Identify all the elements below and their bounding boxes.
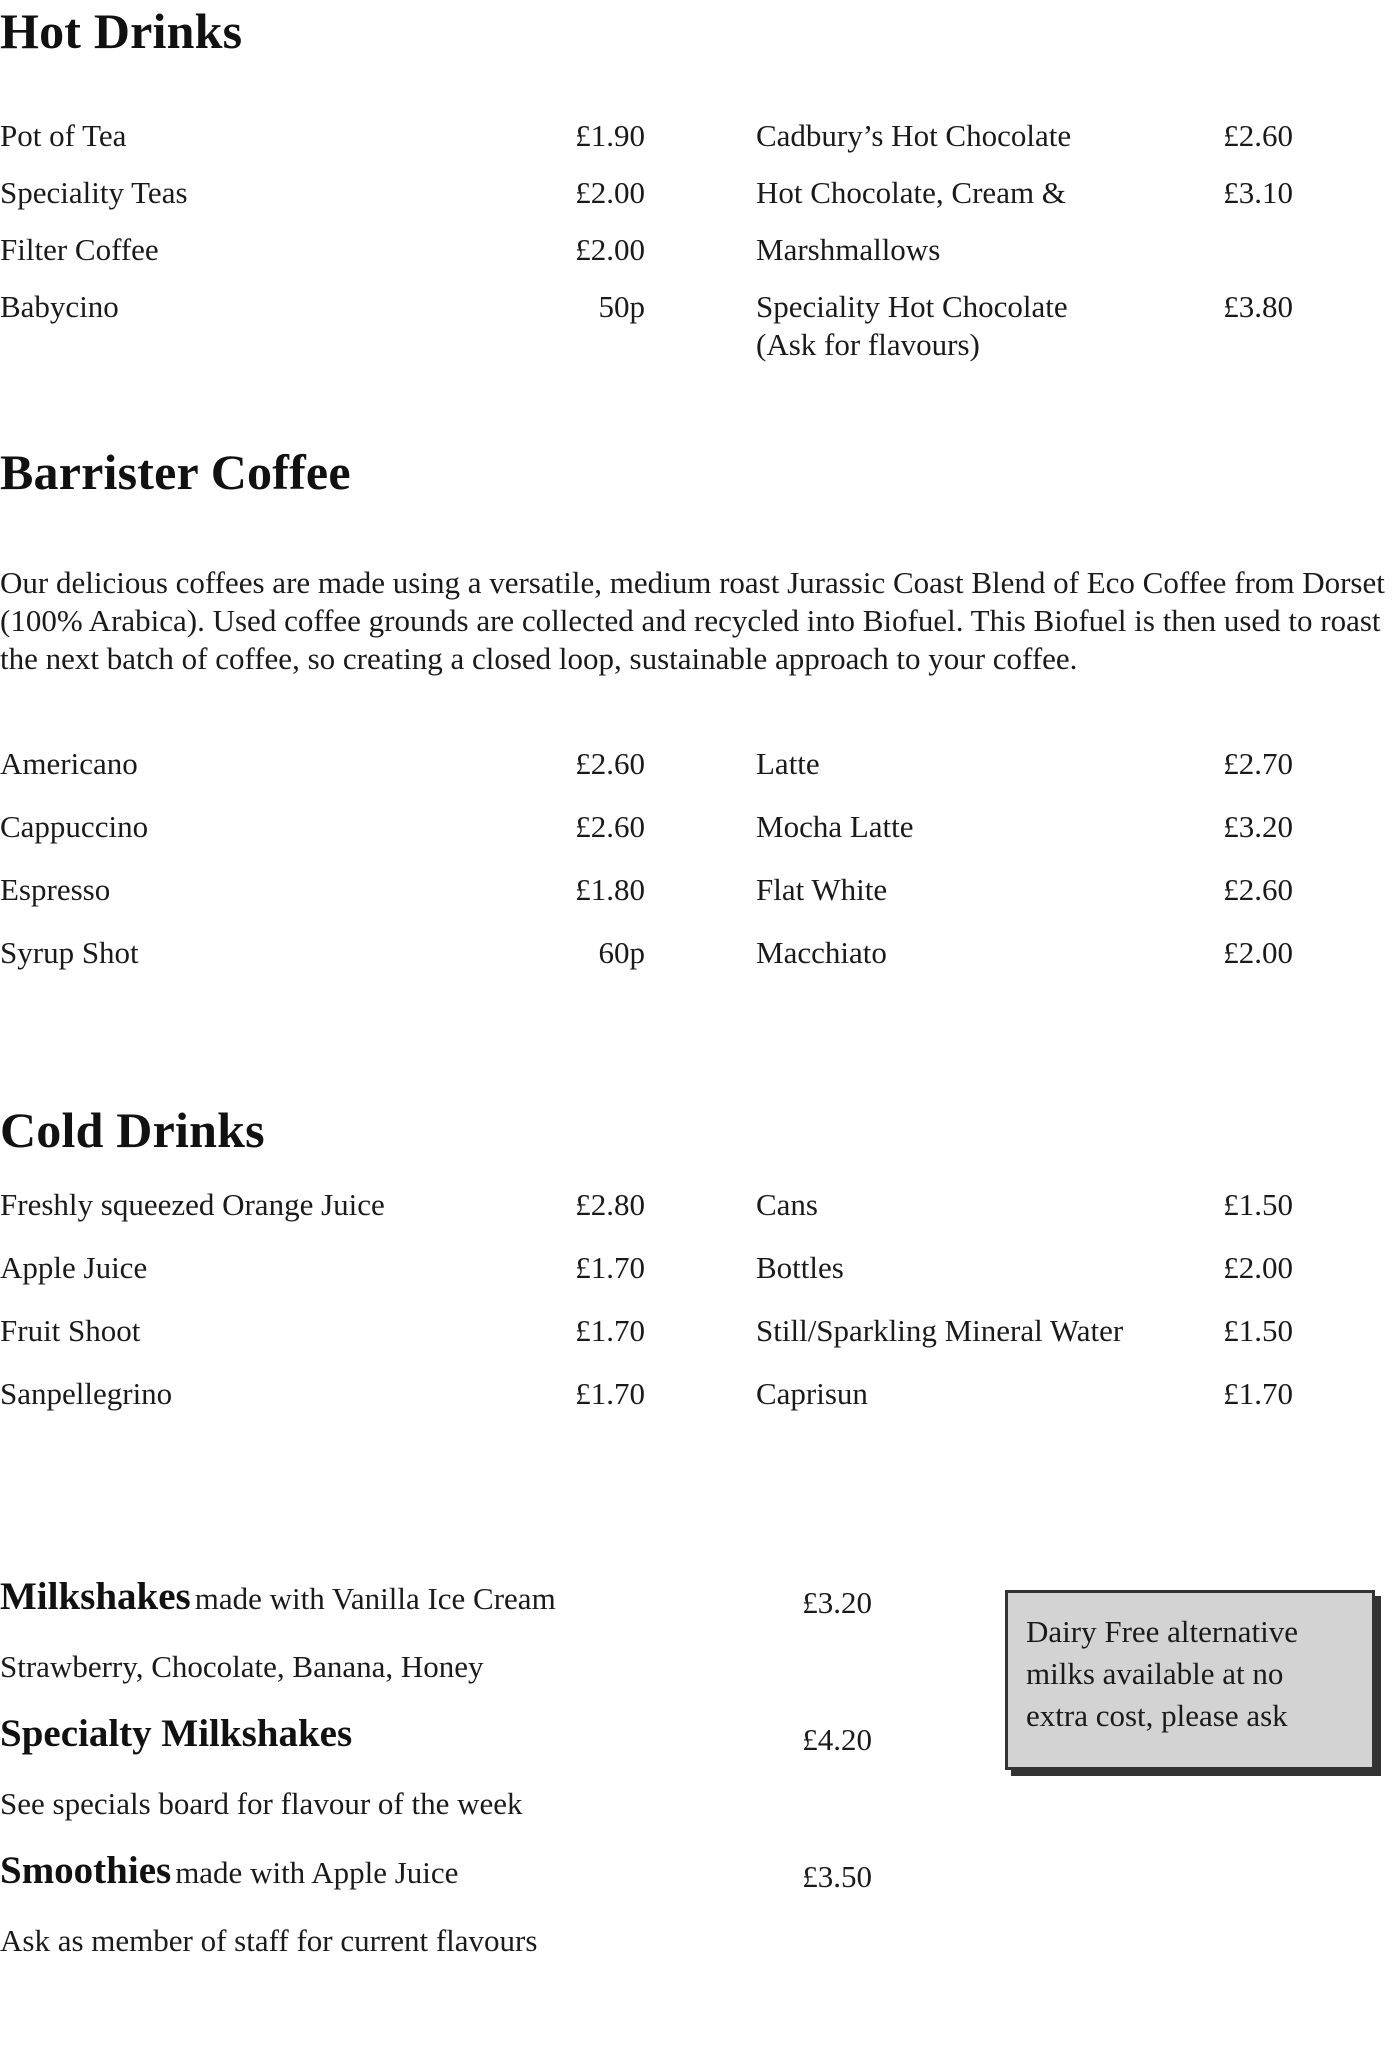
- menu-item-price: £2.60: [575, 746, 645, 781]
- menu-item-name-continued: Marshmallows: [756, 232, 941, 267]
- menu-item-price: £2.60: [1223, 872, 1293, 907]
- menu-item-price: 60p: [598, 935, 645, 970]
- menu-item-price: £1.70: [1223, 1376, 1293, 1411]
- menu-item-price: £2.60: [575, 809, 645, 844]
- section-title-barrister-coffee: Barrister Coffee: [0, 444, 351, 500]
- menu-item-price: £2.00: [575, 232, 645, 267]
- menu-item-price: 50p: [598, 289, 645, 324]
- menu-item-price: £3.10: [1223, 175, 1293, 210]
- menu-item-name: Macchiato: [756, 935, 887, 970]
- menu-item-price: £3.20: [1223, 809, 1293, 844]
- milkshakes-heading: [0, 1574, 556, 1619]
- menu-item-name: Cadbury’s Hot Chocolate: [756, 118, 1072, 153]
- menu-item-price: £2.00: [575, 175, 645, 210]
- menu-item-name: Hot Chocolate, Cream &: [756, 175, 1066, 210]
- menu-item-price: £2.60: [1223, 118, 1293, 153]
- menu-item-price: £1.70: [575, 1376, 645, 1411]
- menu-item-price: £1.90: [575, 118, 645, 153]
- menu-item-name: Babycino: [0, 289, 119, 324]
- menu-item-name: Cappuccino: [0, 809, 149, 844]
- menu-item-name: Filter Coffee: [0, 232, 159, 267]
- milkshakes-flavours: Strawberry, Chocolate, Banana, Honey: [0, 1649, 484, 1684]
- menu-item-name: Espresso: [0, 872, 111, 907]
- menu-item-name: Sanpellegrino: [0, 1376, 173, 1411]
- menu-item-price: £1.70: [575, 1250, 645, 1285]
- menu-item-name-continued: (Ask for flavours): [756, 327, 980, 362]
- menu-item-name: Syrup Shot: [0, 935, 139, 970]
- menu-item-name: Apple Juice: [0, 1250, 148, 1285]
- note-line: milks available at no: [1026, 1656, 1284, 1691]
- menu-item-price: £1.80: [575, 872, 645, 907]
- milkshakes-desc: made with Vanilla Ice Cream: [194, 1581, 556, 1616]
- menu-item-price: £1.50: [1223, 1187, 1293, 1222]
- milkshakes-price: £3.20: [802, 1585, 872, 1620]
- menu-item-price: £2.00: [1223, 935, 1293, 970]
- menu-item-name: Pot of Tea: [0, 118, 127, 153]
- menu-item-price: £1.70: [575, 1313, 645, 1348]
- menu-item-name: Cans: [756, 1187, 818, 1222]
- menu-item-name: Bottles: [756, 1250, 844, 1285]
- menu-item-name: Speciality Teas: [0, 175, 188, 210]
- menu-item-name: Mocha Latte: [756, 809, 914, 844]
- smoothies-desc: made with Apple Juice: [175, 1855, 459, 1890]
- specialty-milkshakes-name: Specialty Milkshakes: [0, 1712, 353, 1755]
- menu-item-price: £2.00: [1223, 1250, 1293, 1285]
- specialty-milkshakes-note: See specials board for flavour of the week: [0, 1786, 523, 1821]
- specialty-milkshakes-heading: [0, 1711, 352, 1756]
- menu-item-price: £2.80: [575, 1187, 645, 1222]
- note-line: extra cost, please ask: [1026, 1698, 1288, 1733]
- smoothies-heading: [0, 1848, 458, 1893]
- section-title-hot-drinks: Hot Drinks: [0, 3, 243, 59]
- menu-item-name: Americano: [0, 746, 138, 781]
- menu-item-price: £2.70: [1223, 746, 1293, 781]
- note-line: Dairy Free alternative: [1026, 1614, 1298, 1649]
- menu-item-price: £1.50: [1223, 1313, 1293, 1348]
- specialty-milkshakes-price: £4.20: [802, 1722, 872, 1757]
- menu-item-name: Speciality Hot Chocolate: [756, 289, 1068, 324]
- menu-item-name: Flat White: [756, 872, 888, 907]
- smoothies-name: Smoothies: [0, 1849, 172, 1892]
- menu-item-name: Latte: [756, 746, 820, 781]
- menu-item-price: £3.80: [1223, 289, 1293, 324]
- smoothies-note: Ask as member of staff for current flavours: [0, 1923, 538, 1958]
- menu-item-name: Fruit Shoot: [0, 1313, 141, 1348]
- menu-item-name: Freshly squeezed Orange Juice: [0, 1187, 385, 1222]
- milkshakes-name: Milkshakes: [0, 1575, 191, 1618]
- smoothies-price: £3.50: [802, 1859, 872, 1894]
- menu-item-name: Caprisun: [756, 1376, 868, 1411]
- menu-item-name: Still/Sparkling Mineral Water: [756, 1313, 1124, 1348]
- dairy-free-note-box: [1005, 1590, 1375, 1770]
- coffee-description: Our delicious coffees are made using a versatile, medium roast Jurassic Coast Blend of Eco Coffee from Dorset (100% Arabica). Used coffee grounds are collected and recycled into Biofuel. This Biofuel is then used to roast the next batch of coffee, so creating a closed loop, sustainable approach to your coffee.: [0, 565, 1385, 676]
- section-title-cold-drinks: Cold Drinks: [0, 1102, 265, 1158]
